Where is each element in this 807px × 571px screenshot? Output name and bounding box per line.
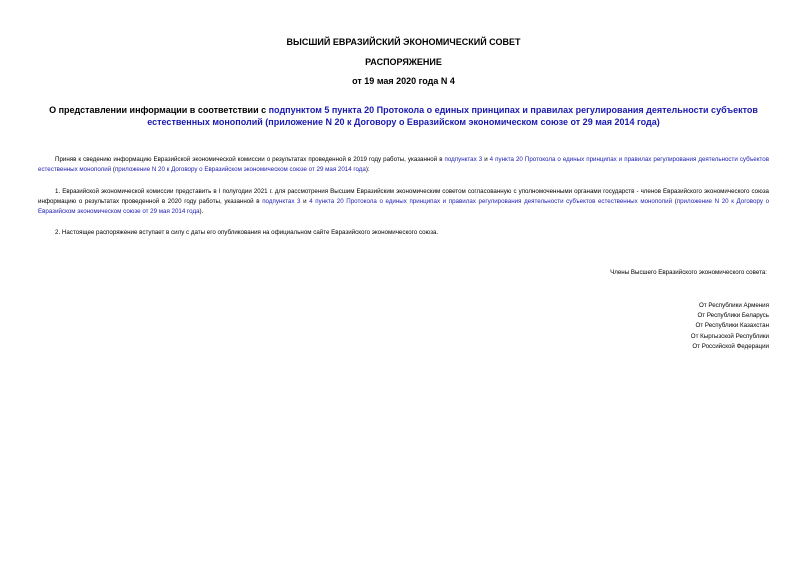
preamble-text-4: ):	[365, 166, 370, 173]
item1-text-3: (	[672, 198, 677, 205]
date-number-heading: от 19 мая 2020 года N 4	[352, 76, 455, 86]
item1-link-treaty[interactable]: приложение N 20 к Договору о Евразийском экономическом союзе от 29 мая 2014 года	[38, 198, 770, 215]
item1-link-protocol[interactable]: 4 пункта 20 Протокола о единых принципах и правилах регулирования деятельности субъектов естественных монополий	[309, 198, 673, 205]
preamble-text-2: и	[482, 156, 490, 163]
preamble-text-1: Приняв к сведению информацию Евразийской экономической комиссии о результатах проведенной в 2019 году работы, указанной в	[55, 156, 445, 163]
doc-type-heading: РАСПОРЯЖЕНИЕ	[365, 57, 442, 67]
item1-text-2: и	[300, 198, 310, 205]
title-prefix: О представлении информации в соответствии с	[49, 105, 269, 115]
signer-belarus: От Республики Беларусь	[697, 312, 769, 320]
signatures-list	[400, 301, 769, 352]
preamble-link-treaty[interactable]: приложение N 20 к Договору о Евразийском экономическом союзе от 29 мая 2014 года	[114, 166, 366, 173]
preamble-link-subitems-3[interactable]: подпунктах 3	[444, 156, 483, 163]
item1-link-subitems-3[interactable]: подпунктах 3	[262, 198, 301, 205]
document-title	[40, 104, 767, 128]
title-link[interactable]: подпунктом 5 пункта 20 Протокола о единых принципах и правилах регулирования деятельности субъектов естественных монополий (приложение N 20 к Договору о Евразийском экономическом союзе от 29 мая 2014 года)	[147, 105, 758, 127]
item1-text-1: 1. Евразийской экономической комиссии представить в I полугодии 2021 г. для рассмотрения Высшим Евразийским экономическим советом согласованную с уполномоченными органами государств - членов Евразийского экономического союза информацию о результатах проведенной в 2020 году работы, указанной в	[38, 188, 769, 205]
signer-kyrgyzstan: От Кыргызской Республики	[690, 332, 769, 340]
item1-text-4: ).	[199, 208, 204, 215]
signer-kazakhstan: От Республики Казахстан	[695, 322, 769, 330]
preamble-paragraph	[38, 155, 769, 175]
signer-russia: От Российской Федерации	[692, 342, 769, 350]
item-1-paragraph	[38, 187, 769, 217]
council-heading: ВЫСШИЙ ЕВРАЗИЙСКИЙ ЭКОНОМИЧЕСКИЙ СОВЕТ	[286, 37, 521, 47]
signatures-lead: Члены Высшего Евразийского экономического совета:	[610, 269, 767, 276]
preamble-text-3: (	[111, 166, 115, 173]
preamble-link-protocol[interactable]: 4 пункта 20 Протокола о единых принципах и правилах регулирования деятельности субъектов естественных монополий	[38, 156, 769, 173]
item-2-paragraph: 2. Настоящее распоряжение вступает в силу с даты его опубликования на официальном сайте Евразийского экономического союза.	[55, 229, 439, 236]
signer-armenia: От Республики Армения	[699, 302, 769, 309]
